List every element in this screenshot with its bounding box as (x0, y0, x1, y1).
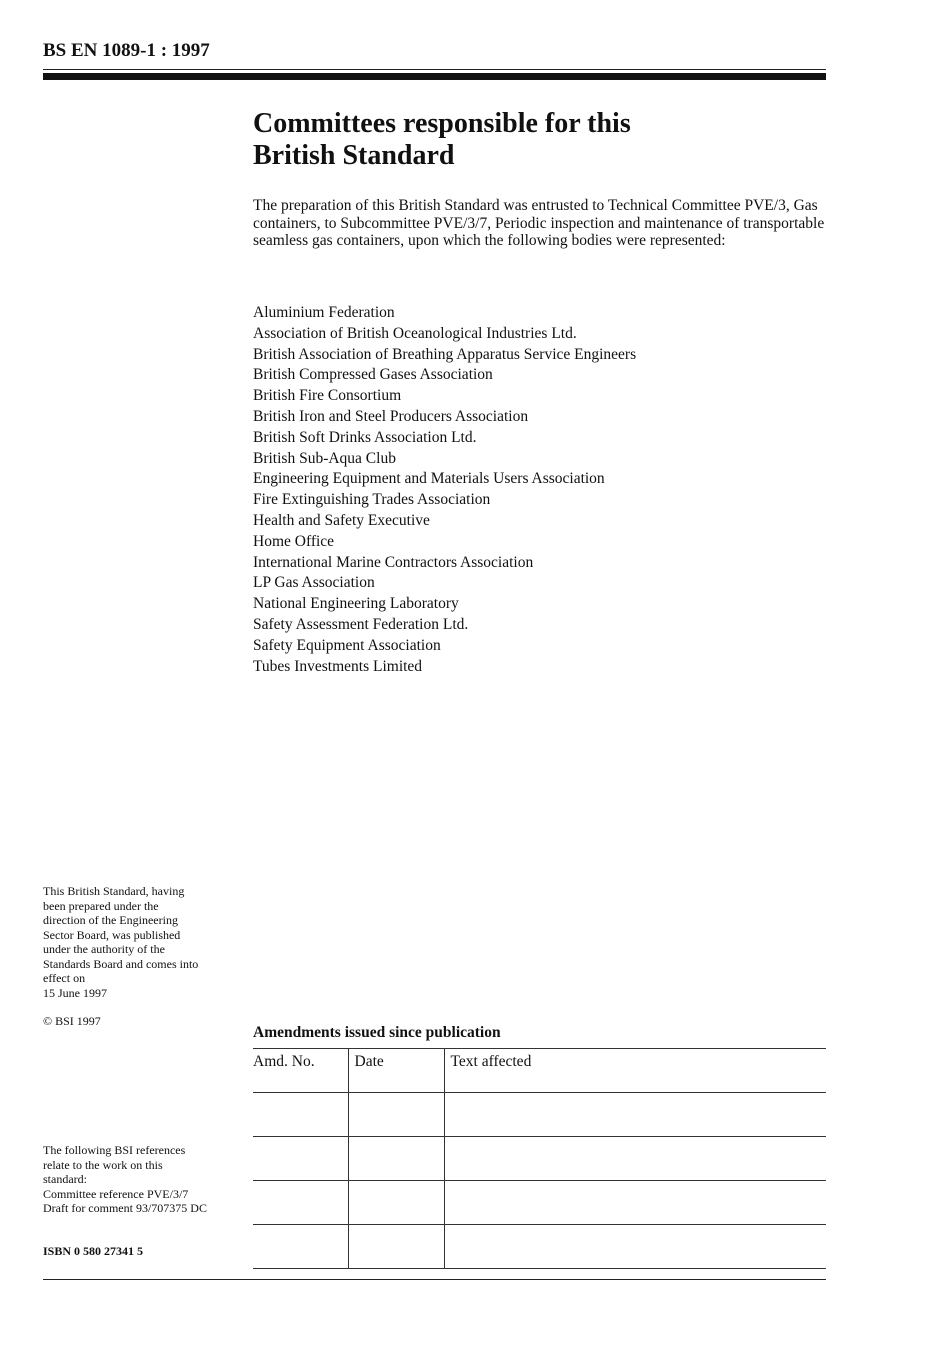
copyright-notice: © BSI 1997 (43, 1014, 101, 1028)
isbn: ISBN 0 580 27341 5 (43, 1244, 144, 1258)
list-item: Aluminium Federation (253, 304, 395, 321)
table-row (253, 1137, 826, 1181)
list-item: Home Office (253, 532, 335, 550)
table-cell (253, 1181, 348, 1225)
column-header-date: Date (348, 1049, 444, 1093)
reference-line: standard: (43, 1172, 87, 1186)
table-row (253, 1181, 826, 1225)
table-cell (253, 1093, 348, 1137)
note-line: direction of the Engineering (43, 913, 178, 927)
table-cell (253, 1137, 348, 1181)
list-item: Fire Extinguishing Trades Association (253, 491, 491, 509)
list-item: Tubes Investments Limited (253, 657, 423, 675)
page-title (253, 108, 826, 172)
list-item: British Association of Breathing Apparatus Service Engineers (253, 345, 637, 363)
header-rule-thick (43, 73, 826, 80)
note-line: been prepared under the (43, 898, 159, 913)
table-cell (444, 1093, 826, 1137)
column-header-text-affected: Text affected (444, 1049, 826, 1093)
list-item: Safety Assessment Federation Ltd. (253, 615, 469, 633)
column-header-amd-no: Amd. No. (253, 1049, 348, 1093)
list-item: Association of British Oceanological Industries Ltd. (253, 324, 577, 342)
table-cell (348, 1137, 444, 1181)
table-cell (253, 1225, 348, 1269)
note-line: Sector Board, was published (43, 927, 181, 942)
list-item: British Fire Consortium (253, 387, 402, 405)
table-cell (444, 1225, 826, 1269)
reference-line: Committee reference PVE/3/7 (43, 1186, 189, 1201)
document-reference: BS EN 1089-1 : 1997 (43, 40, 210, 61)
list-item: Safety Equipment Association (253, 636, 441, 654)
list-item: British Soft Drinks Association Ltd. (253, 428, 477, 446)
header-rule-thin (43, 69, 826, 70)
note-line: 15 June 1997 (43, 985, 107, 1000)
list-item: International Marine Contractors Association (253, 553, 534, 571)
footer-rule (43, 1279, 826, 1280)
list-item: Health and Safety Executive (253, 511, 430, 529)
note-line: This British Standard, having (43, 884, 185, 898)
reference-line: Draft for comment 93/707375 DC (43, 1201, 207, 1215)
list-item: British Sub-Aqua Club (253, 449, 396, 467)
page-title-line-1: Committees responsible for this (253, 108, 631, 139)
note-line: effect on (43, 971, 86, 985)
table-row (253, 1093, 826, 1137)
list-item: National Engineering Laboratory (253, 595, 459, 613)
page-title-line-2: British Standard (253, 140, 455, 171)
represented-bodies-list (253, 303, 636, 677)
note-line: under the authority of the (43, 942, 165, 956)
reference-line: The following BSI references (43, 1143, 186, 1157)
list-item: LP Gas Association (253, 574, 375, 592)
table-row (253, 1225, 826, 1269)
list-item: British Compressed Gases Association (253, 366, 493, 384)
table-cell (444, 1181, 826, 1225)
list-item: British Iron and Steel Producers Association (253, 407, 529, 425)
table-cell (348, 1093, 444, 1137)
list-item: Engineering Equipment and Materials Users Association (253, 470, 605, 488)
reference-line: relate to the work on this (43, 1157, 163, 1172)
intro-paragraph: The preparation of this British Standard was entrusted to Technical Committee PVE/3, Gas containers, to Subcommittee PVE/3/7, Periodic inspection and maintenance of transportable seamless gas containers, upon which the following bodies were represented: (253, 197, 825, 249)
table-cell (444, 1137, 826, 1181)
table-cell (348, 1225, 444, 1269)
note-line: Standards Board and comes into (43, 956, 199, 971)
amendments-title: Amendments issued since publication (253, 1024, 501, 1041)
amendments-table (253, 1048, 826, 1269)
bsi-references (43, 1143, 238, 1216)
publication-note (43, 884, 233, 1000)
table-header-row (253, 1049, 826, 1093)
table-cell (348, 1181, 444, 1225)
